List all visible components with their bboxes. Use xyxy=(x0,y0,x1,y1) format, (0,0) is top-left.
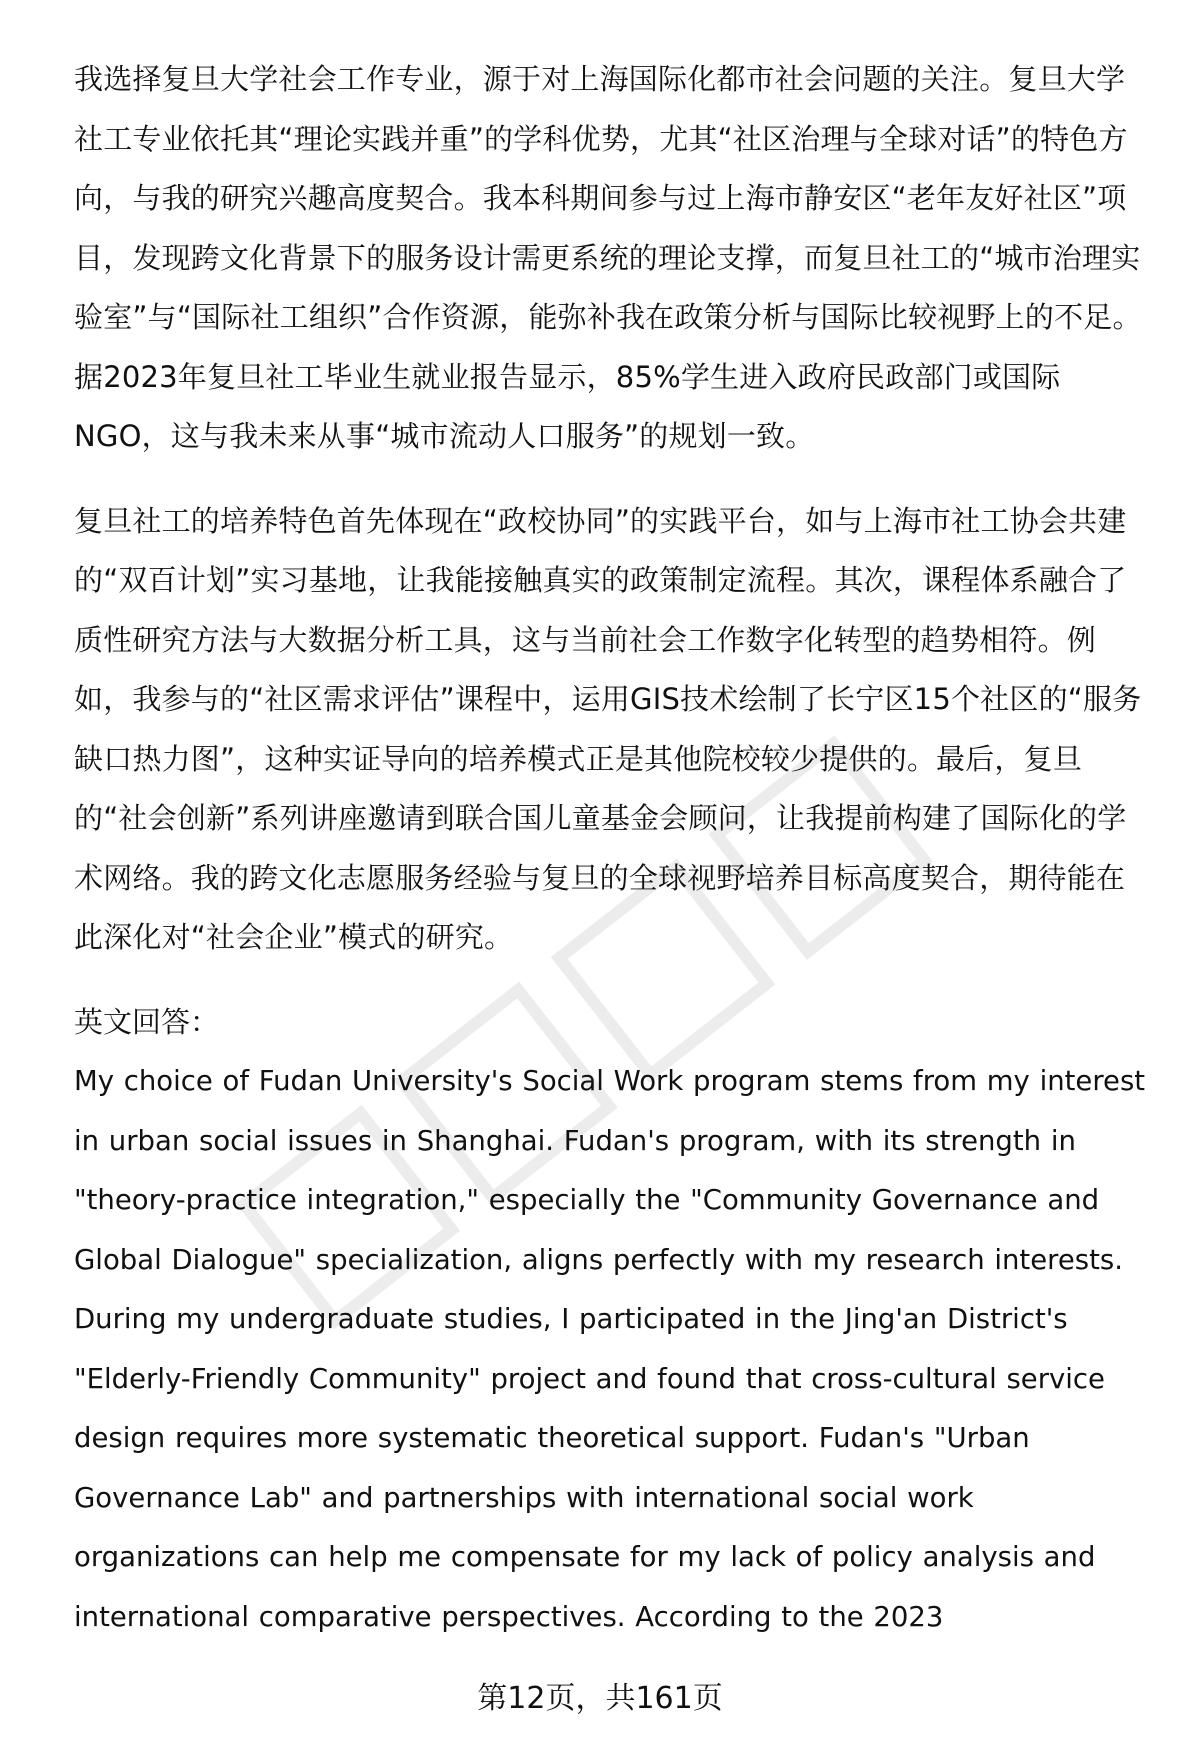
english-answer-label: 英文回答： xyxy=(74,1004,220,1039)
page-number-footer: 第12页，共161页 xyxy=(477,1681,723,1716)
document-body xyxy=(74,50,1154,1647)
english-answer-text: My choice of Fudan University's Social Work program stems from my interest in urban social issues in Shanghai. Fudan's program, with its strength in "theory-practice integration," especially the "Community Governance and Global Dialogue" specialization, aligns perfectly with my research interests. During my undergraduate studies, I participated in the Jing'an District's "Elderly-Friendly Community" project and found that cross-cultural service design requires more systematic theoretical support. Fudan's "Urban Governance Lab" and partnerships with international social work organizations can help me compensate for my lack of policy analysis and international comparative perspectives. According to the 2023 xyxy=(74,1065,1146,1633)
chinese-paragraph-2: 复旦社工的培养特色首先体现在“政校协同”的实践平台，如与上海市社工协会共建的“双百计划”实习基地，让我能接触真实的政策制定流程。其次，课程体系融合了质性研究方法与大数据分析工具，这与当前社会工作数字化转型的趋势相符。例如，我参与的“社区需求评估”课程中，运用GIS技术绘制了长宁区15个社区的“服务缺口热力图”，这种实证导向的培养模式正是其他院校较少提供的。最后，复旦的“社会创新”系列讲座邀请到联合国儿童基金会顾问，让我提前构建了国际化的学术网络。我的跨文化志愿服务经验与复旦的全球视野培养目标高度契合，期待能在此深化对“社会企业”模式的研究。 xyxy=(74,503,1142,954)
chinese-paragraph-1: 我选择复旦大学社会工作专业，源于对上海国际化都市社会问题的关注。复旦大学社工专业依托其“理论实践并重”的学科优势，尤其“社区治理与全球对话”的特色方向，与我的研究兴趣高度契合。我本科期间参与过上海市静安区“老年友好社区”项目，发现跨文化背景下的服务设计需更系统的理论支撑，而复旦社工的“城市治理实验室”与“国际社工组织”合作资源，能弥补我在政策分析与国际比较视野上的不足。据2023年复旦社工毕业生就业报告显示，85%学生进入政府民政部门或国际NGO，这与我未来从事“城市流动人口服务”的规划一致。 xyxy=(74,62,1142,453)
